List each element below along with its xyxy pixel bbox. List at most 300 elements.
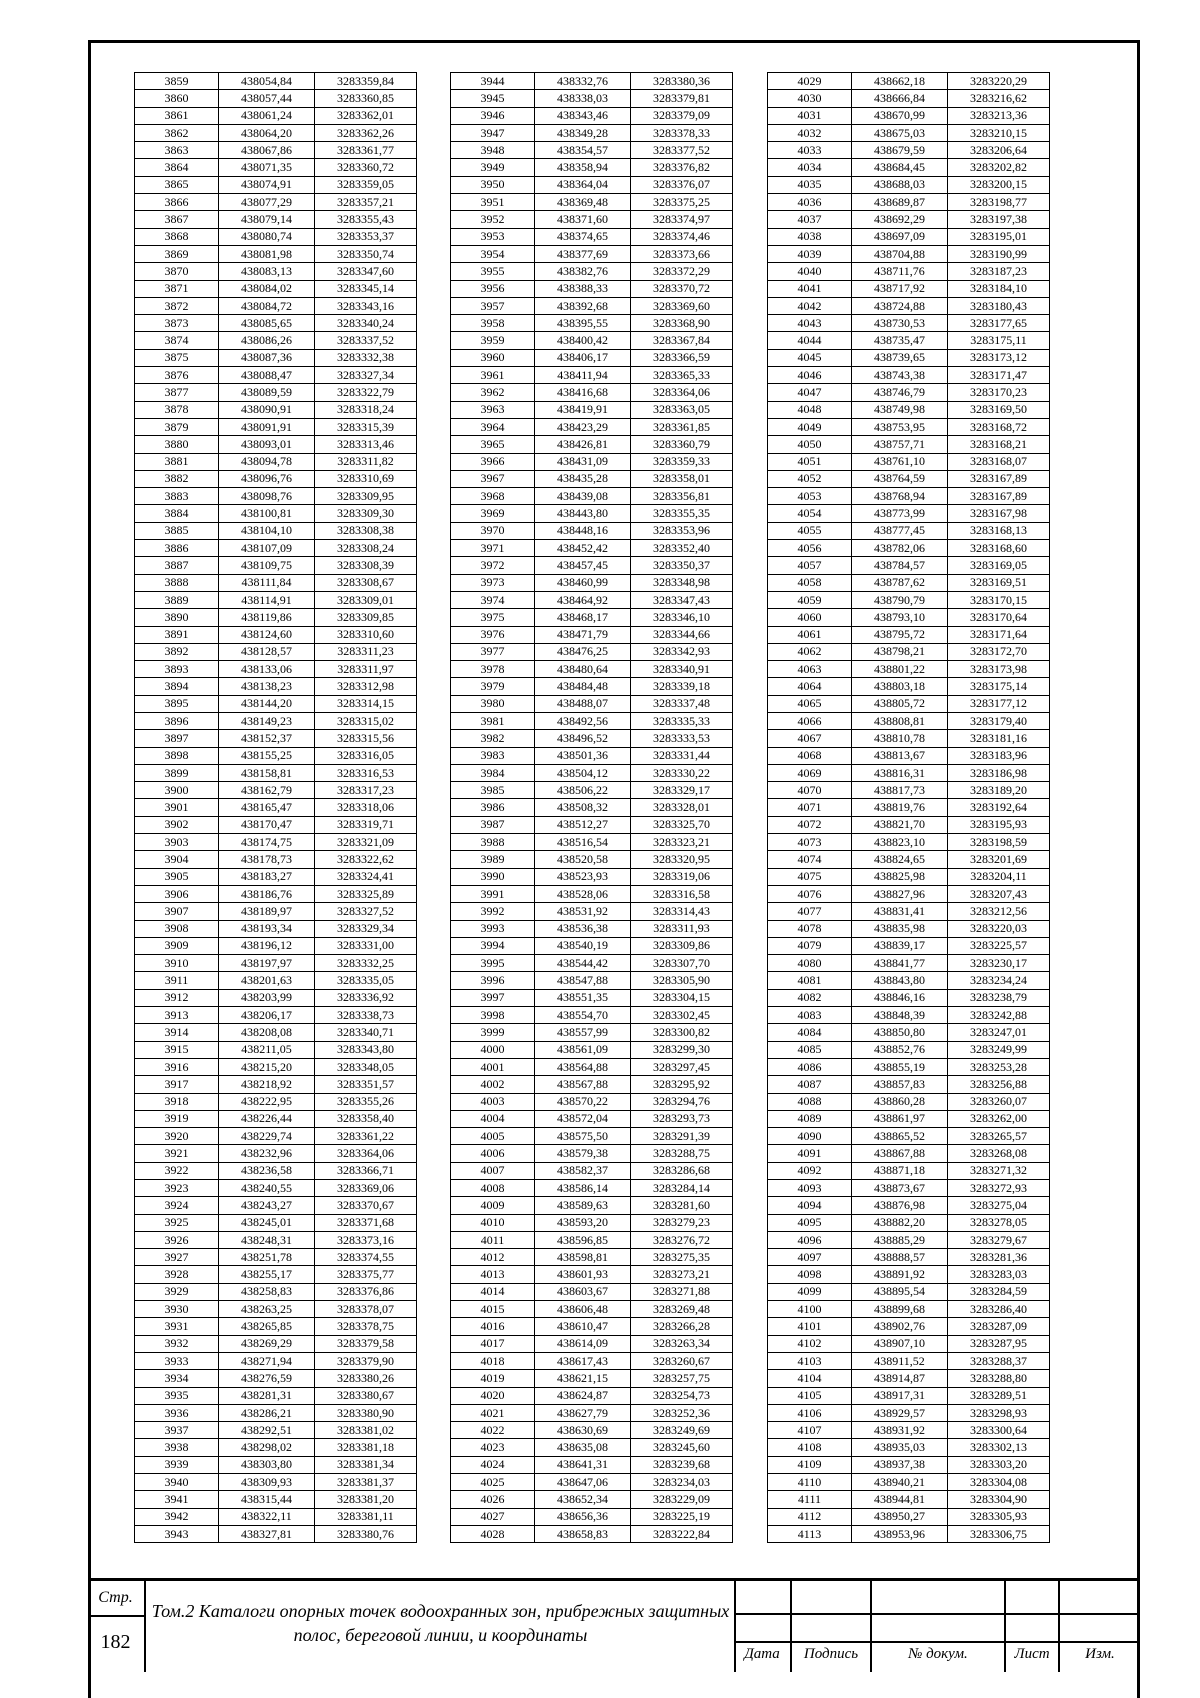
table-row xyxy=(451,972,733,989)
point-number: 4028 xyxy=(451,1525,535,1542)
point-number: 3888 xyxy=(135,574,219,591)
table-row xyxy=(451,263,733,280)
y-coordinate: 3283268,08 xyxy=(948,1145,1050,1162)
table-row xyxy=(135,1283,417,1300)
table-row xyxy=(135,176,417,193)
point-number: 4076 xyxy=(768,885,852,902)
table-row xyxy=(451,1370,733,1387)
y-coordinate: 3283279,23 xyxy=(631,1214,733,1231)
y-coordinate: 3283295,92 xyxy=(631,1076,733,1093)
table-row xyxy=(135,920,417,937)
x-coordinate: 438512,27 xyxy=(535,816,631,833)
x-coordinate: 438374,65 xyxy=(535,228,631,245)
point-number: 4013 xyxy=(451,1266,535,1283)
table-row xyxy=(451,1439,733,1456)
y-coordinate: 3283297,45 xyxy=(631,1058,733,1075)
table-row xyxy=(768,868,1050,885)
y-coordinate: 3283245,60 xyxy=(631,1439,733,1456)
x-coordinate: 438457,45 xyxy=(535,557,631,574)
y-coordinate: 3283335,33 xyxy=(631,712,733,729)
y-coordinate: 3283319,71 xyxy=(315,816,417,833)
y-coordinate: 3283204,11 xyxy=(948,868,1050,885)
point-number: 4072 xyxy=(768,816,852,833)
table-row xyxy=(768,280,1050,297)
point-number: 4071 xyxy=(768,799,852,816)
table-row xyxy=(768,453,1050,470)
y-coordinate: 3283319,06 xyxy=(631,868,733,885)
y-coordinate: 3283360,72 xyxy=(315,159,417,176)
point-number: 3919 xyxy=(135,1110,219,1127)
table-row xyxy=(768,401,1050,418)
x-coordinate: 438406,17 xyxy=(535,349,631,366)
y-coordinate: 3283312,98 xyxy=(315,678,417,695)
point-number: 3995 xyxy=(451,955,535,972)
point-number: 3869 xyxy=(135,245,219,262)
y-coordinate: 3283379,58 xyxy=(315,1335,417,1352)
point-number: 4031 xyxy=(768,107,852,124)
y-coordinate: 3283333,53 xyxy=(631,730,733,747)
y-coordinate: 3283379,90 xyxy=(315,1352,417,1369)
x-coordinate: 438704,88 xyxy=(852,245,948,262)
y-coordinate: 3283272,93 xyxy=(948,1180,1050,1197)
y-coordinate: 3283325,89 xyxy=(315,885,417,902)
table-row xyxy=(135,643,417,660)
x-coordinate: 438917,31 xyxy=(852,1387,948,1404)
point-number: 4036 xyxy=(768,194,852,211)
point-number: 3903 xyxy=(135,834,219,851)
y-coordinate: 3283321,09 xyxy=(315,834,417,851)
point-number: 4058 xyxy=(768,574,852,591)
table-row xyxy=(451,1162,733,1179)
table-row xyxy=(135,505,417,522)
y-coordinate: 3283183,96 xyxy=(948,747,1050,764)
point-number: 4081 xyxy=(768,972,852,989)
x-coordinate: 438787,62 xyxy=(852,574,948,591)
y-coordinate: 3283311,93 xyxy=(631,920,733,937)
table-row xyxy=(135,1422,417,1439)
point-number: 4011 xyxy=(451,1231,535,1248)
point-number: 4006 xyxy=(451,1145,535,1162)
y-coordinate: 3283366,71 xyxy=(315,1162,417,1179)
x-coordinate: 438081,98 xyxy=(219,245,315,262)
point-number: 4100 xyxy=(768,1301,852,1318)
table-row xyxy=(135,1041,417,1058)
x-coordinate: 438158,81 xyxy=(219,764,315,781)
table-row xyxy=(135,747,417,764)
table-row xyxy=(768,124,1050,141)
table-row xyxy=(451,643,733,660)
table-row xyxy=(135,1456,417,1473)
x-coordinate: 438561,09 xyxy=(535,1041,631,1058)
y-coordinate: 3283331,00 xyxy=(315,937,417,954)
table-row xyxy=(768,211,1050,228)
y-coordinate: 3283380,76 xyxy=(315,1525,417,1542)
y-coordinate: 3283358,40 xyxy=(315,1110,417,1127)
x-coordinate: 438232,96 xyxy=(219,1145,315,1162)
point-number: 3898 xyxy=(135,747,219,764)
y-coordinate: 3283167,98 xyxy=(948,505,1050,522)
point-number: 3994 xyxy=(451,937,535,954)
table-row xyxy=(451,315,733,332)
y-coordinate: 3283302,45 xyxy=(631,1007,733,1024)
y-coordinate: 3283374,46 xyxy=(631,228,733,245)
table-row xyxy=(451,1318,733,1335)
y-coordinate: 3283315,39 xyxy=(315,418,417,435)
x-coordinate: 438743,38 xyxy=(852,367,948,384)
point-number: 3892 xyxy=(135,643,219,660)
x-coordinate: 438054,84 xyxy=(219,73,315,90)
table-row xyxy=(768,834,1050,851)
y-coordinate: 3283353,96 xyxy=(631,522,733,539)
point-number: 4018 xyxy=(451,1352,535,1369)
y-coordinate: 3283311,97 xyxy=(315,661,417,678)
x-coordinate: 438531,92 xyxy=(535,903,631,920)
x-coordinate: 438746,79 xyxy=(852,384,948,401)
point-number: 4086 xyxy=(768,1058,852,1075)
y-coordinate: 3283381,20 xyxy=(315,1491,417,1508)
y-coordinate: 3283192,64 xyxy=(948,799,1050,816)
table-row xyxy=(768,1335,1050,1352)
x-coordinate: 438839,17 xyxy=(852,937,948,954)
table-row xyxy=(451,712,733,729)
point-number: 3975 xyxy=(451,609,535,626)
y-coordinate: 3283225,19 xyxy=(631,1508,733,1525)
x-coordinate: 438392,68 xyxy=(535,297,631,314)
y-coordinate: 3283283,03 xyxy=(948,1266,1050,1283)
x-coordinate: 438937,38 xyxy=(852,1456,948,1473)
table-row xyxy=(451,851,733,868)
y-coordinate: 3283380,36 xyxy=(631,73,733,90)
y-coordinate: 3283357,21 xyxy=(315,194,417,211)
x-coordinate: 438501,36 xyxy=(535,747,631,764)
table-row xyxy=(135,453,417,470)
point-number: 3902 xyxy=(135,816,219,833)
point-number: 3861 xyxy=(135,107,219,124)
table-row xyxy=(451,730,733,747)
point-number: 4061 xyxy=(768,626,852,643)
y-coordinate: 3283308,24 xyxy=(315,540,417,557)
table-row xyxy=(451,418,733,435)
table-row xyxy=(451,1093,733,1110)
point-number: 3874 xyxy=(135,332,219,349)
y-coordinate: 3283266,28 xyxy=(631,1318,733,1335)
point-number: 3924 xyxy=(135,1197,219,1214)
table-row xyxy=(135,626,417,643)
x-coordinate: 438895,54 xyxy=(852,1283,948,1300)
x-coordinate: 438855,19 xyxy=(852,1058,948,1075)
point-number: 3962 xyxy=(451,384,535,401)
table-row xyxy=(135,245,417,262)
table-row xyxy=(768,1352,1050,1369)
point-number: 4096 xyxy=(768,1231,852,1248)
y-coordinate: 3283330,22 xyxy=(631,764,733,781)
point-number: 4080 xyxy=(768,955,852,972)
y-coordinate: 3283323,21 xyxy=(631,834,733,851)
table-row xyxy=(768,488,1050,505)
point-number: 4103 xyxy=(768,1352,852,1369)
x-coordinate: 438768,94 xyxy=(852,488,948,505)
x-coordinate: 438248,31 xyxy=(219,1231,315,1248)
table-row xyxy=(768,1145,1050,1162)
x-coordinate: 438656,36 xyxy=(535,1508,631,1525)
point-number: 4060 xyxy=(768,609,852,626)
y-coordinate: 3283358,01 xyxy=(631,470,733,487)
y-coordinate: 3283167,89 xyxy=(948,470,1050,487)
x-coordinate: 438504,12 xyxy=(535,764,631,781)
x-coordinate: 438614,09 xyxy=(535,1335,631,1352)
table-row xyxy=(768,263,1050,280)
y-coordinate: 3283344,66 xyxy=(631,626,733,643)
y-coordinate: 3283275,35 xyxy=(631,1249,733,1266)
point-number: 4065 xyxy=(768,695,852,712)
point-number: 4059 xyxy=(768,591,852,608)
table-row xyxy=(135,107,417,124)
table-row xyxy=(768,90,1050,107)
x-coordinate: 438735,47 xyxy=(852,332,948,349)
x-coordinate: 438813,67 xyxy=(852,747,948,764)
y-coordinate: 3283343,16 xyxy=(315,297,417,314)
table-row xyxy=(135,816,417,833)
y-coordinate: 3283242,88 xyxy=(948,1007,1050,1024)
point-number: 3939 xyxy=(135,1456,219,1473)
x-coordinate: 438935,03 xyxy=(852,1439,948,1456)
point-number: 4099 xyxy=(768,1283,852,1300)
x-coordinate: 438071,35 xyxy=(219,159,315,176)
y-coordinate: 3283378,33 xyxy=(631,124,733,141)
table-row xyxy=(135,712,417,729)
point-number: 4108 xyxy=(768,1439,852,1456)
table-row xyxy=(451,176,733,193)
point-number: 4043 xyxy=(768,315,852,332)
table-row xyxy=(135,1508,417,1525)
x-coordinate: 438540,19 xyxy=(535,937,631,954)
y-coordinate: 3283381,11 xyxy=(315,1508,417,1525)
table-row xyxy=(135,297,417,314)
x-coordinate: 438193,34 xyxy=(219,920,315,937)
point-number: 3865 xyxy=(135,176,219,193)
y-coordinate: 3283314,15 xyxy=(315,695,417,712)
y-coordinate: 3283329,34 xyxy=(315,920,417,937)
x-coordinate: 438089,59 xyxy=(219,384,315,401)
table-row xyxy=(135,367,417,384)
table-row xyxy=(135,972,417,989)
x-coordinate: 438567,88 xyxy=(535,1076,631,1093)
table-row xyxy=(451,764,733,781)
point-number: 4045 xyxy=(768,349,852,366)
point-number: 4075 xyxy=(768,868,852,885)
y-coordinate: 3283381,18 xyxy=(315,1439,417,1456)
table-row xyxy=(768,1491,1050,1508)
x-coordinate: 438520,58 xyxy=(535,851,631,868)
x-coordinate: 438218,92 xyxy=(219,1076,315,1093)
x-coordinate: 438258,83 xyxy=(219,1283,315,1300)
x-coordinate: 438689,87 xyxy=(852,194,948,211)
point-number: 3883 xyxy=(135,488,219,505)
x-coordinate: 438083,13 xyxy=(219,263,315,280)
point-number: 3922 xyxy=(135,1162,219,1179)
y-coordinate: 3283305,93 xyxy=(948,1508,1050,1525)
table-row xyxy=(451,332,733,349)
table-row xyxy=(135,1110,417,1127)
x-coordinate: 438873,67 xyxy=(852,1180,948,1197)
y-coordinate: 3283302,13 xyxy=(948,1439,1050,1456)
y-coordinate: 3283300,82 xyxy=(631,1024,733,1041)
y-coordinate: 3283260,07 xyxy=(948,1093,1050,1110)
point-number: 4029 xyxy=(768,73,852,90)
y-coordinate: 3283305,90 xyxy=(631,972,733,989)
point-number: 4007 xyxy=(451,1162,535,1179)
x-coordinate: 438724,88 xyxy=(852,297,948,314)
table-row xyxy=(768,228,1050,245)
signature-label: Подпись xyxy=(803,1646,859,1662)
x-coordinate: 438586,14 xyxy=(535,1180,631,1197)
table-row xyxy=(768,436,1050,453)
table-row xyxy=(135,418,417,435)
table-row xyxy=(135,609,417,626)
x-coordinate: 438914,87 xyxy=(852,1370,948,1387)
point-number: 4034 xyxy=(768,159,852,176)
x-coordinate: 438133,06 xyxy=(219,661,315,678)
x-coordinate: 438793,10 xyxy=(852,609,948,626)
y-coordinate: 3283271,88 xyxy=(631,1283,733,1300)
table-row xyxy=(451,384,733,401)
point-number: 4101 xyxy=(768,1318,852,1335)
point-number: 3897 xyxy=(135,730,219,747)
table-row xyxy=(768,1041,1050,1058)
point-number: 4014 xyxy=(451,1283,535,1300)
table-row xyxy=(135,124,417,141)
point-number: 3887 xyxy=(135,557,219,574)
y-coordinate: 3283315,56 xyxy=(315,730,417,747)
point-number: 3878 xyxy=(135,401,219,418)
y-coordinate: 3283252,36 xyxy=(631,1404,733,1421)
y-coordinate: 3283362,26 xyxy=(315,124,417,141)
table-row xyxy=(451,747,733,764)
table-row xyxy=(451,1404,733,1421)
y-coordinate: 3283327,34 xyxy=(315,367,417,384)
point-number: 4066 xyxy=(768,712,852,729)
y-coordinate: 3283281,60 xyxy=(631,1197,733,1214)
table-row xyxy=(768,1283,1050,1300)
x-coordinate: 438276,59 xyxy=(219,1370,315,1387)
table-row xyxy=(135,488,417,505)
table-row xyxy=(135,1162,417,1179)
y-coordinate: 3283335,05 xyxy=(315,972,417,989)
table-row xyxy=(451,1249,733,1266)
y-coordinate: 3283348,05 xyxy=(315,1058,417,1075)
table-row xyxy=(135,401,417,418)
table-row xyxy=(135,1474,417,1491)
y-coordinate: 3283271,32 xyxy=(948,1162,1050,1179)
table-row xyxy=(451,1180,733,1197)
table-row xyxy=(135,470,417,487)
point-number: 3965 xyxy=(451,436,535,453)
x-coordinate: 438196,12 xyxy=(219,937,315,954)
table-row xyxy=(451,142,733,159)
table-row xyxy=(768,989,1050,1006)
table-row xyxy=(451,1041,733,1058)
point-number: 4041 xyxy=(768,280,852,297)
table-row xyxy=(451,367,733,384)
table-row xyxy=(451,349,733,366)
x-coordinate: 438940,21 xyxy=(852,1474,948,1491)
y-coordinate: 3283378,75 xyxy=(315,1318,417,1335)
point-number: 3960 xyxy=(451,349,535,366)
y-coordinate: 3283340,71 xyxy=(315,1024,417,1041)
table-row xyxy=(135,678,417,695)
point-number: 3896 xyxy=(135,712,219,729)
y-coordinate: 3283216,62 xyxy=(948,90,1050,107)
point-number: 4026 xyxy=(451,1491,535,1508)
x-coordinate: 438243,27 xyxy=(219,1197,315,1214)
point-number: 4005 xyxy=(451,1128,535,1145)
y-coordinate: 3283308,67 xyxy=(315,574,417,591)
y-coordinate: 3283371,68 xyxy=(315,1214,417,1231)
x-coordinate: 438810,78 xyxy=(852,730,948,747)
y-coordinate: 3283369,06 xyxy=(315,1180,417,1197)
x-coordinate: 438061,24 xyxy=(219,107,315,124)
y-coordinate: 3283337,52 xyxy=(315,332,417,349)
table-row xyxy=(768,557,1050,574)
point-number: 4062 xyxy=(768,643,852,660)
y-coordinate: 3283288,80 xyxy=(948,1370,1050,1387)
point-number: 4068 xyxy=(768,747,852,764)
coordinates-table-1 xyxy=(134,72,417,1543)
point-number: 3933 xyxy=(135,1352,219,1369)
y-coordinate: 3283318,06 xyxy=(315,799,417,816)
point-number: 3986 xyxy=(451,799,535,816)
point-number: 3943 xyxy=(135,1525,219,1542)
y-coordinate: 3283195,93 xyxy=(948,816,1050,833)
table-row xyxy=(135,332,417,349)
y-coordinate: 3283180,43 xyxy=(948,297,1050,314)
y-coordinate: 3283293,73 xyxy=(631,1110,733,1127)
point-number: 3879 xyxy=(135,418,219,435)
x-coordinate: 438911,52 xyxy=(852,1352,948,1369)
point-number: 4027 xyxy=(451,1508,535,1525)
point-number: 3899 xyxy=(135,764,219,781)
table-row xyxy=(768,418,1050,435)
point-number: 4087 xyxy=(768,1076,852,1093)
point-number: 3876 xyxy=(135,367,219,384)
point-number: 3988 xyxy=(451,834,535,851)
table-row xyxy=(768,73,1050,90)
x-coordinate: 438841,77 xyxy=(852,955,948,972)
x-coordinate: 438215,20 xyxy=(219,1058,315,1075)
point-number: 4077 xyxy=(768,903,852,920)
x-coordinate: 438155,25 xyxy=(219,747,315,764)
table-row xyxy=(135,782,417,799)
point-number: 3954 xyxy=(451,245,535,262)
point-number: 4063 xyxy=(768,661,852,678)
x-coordinate: 438749,98 xyxy=(852,401,948,418)
table-row xyxy=(135,868,417,885)
point-number: 3997 xyxy=(451,989,535,1006)
y-coordinate: 3283186,98 xyxy=(948,764,1050,781)
x-coordinate: 438572,04 xyxy=(535,1110,631,1127)
point-number: 3989 xyxy=(451,851,535,868)
x-coordinate: 438688,03 xyxy=(852,176,948,193)
table-row xyxy=(451,1231,733,1248)
x-coordinate: 438891,92 xyxy=(852,1266,948,1283)
table-row xyxy=(135,574,417,591)
table-row xyxy=(451,782,733,799)
y-coordinate: 3283299,30 xyxy=(631,1041,733,1058)
x-coordinate: 438064,20 xyxy=(219,124,315,141)
table-row xyxy=(135,1214,417,1231)
x-coordinate: 438338,03 xyxy=(535,90,631,107)
table-row xyxy=(768,1162,1050,1179)
